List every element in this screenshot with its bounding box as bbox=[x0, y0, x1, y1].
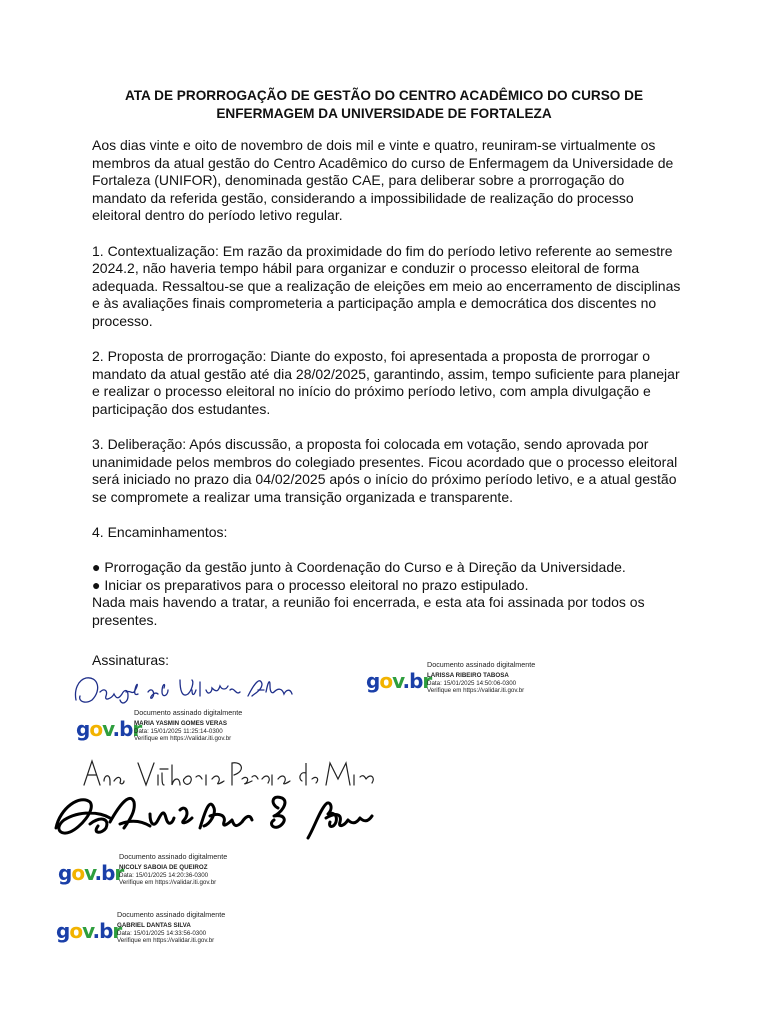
stamp-header: Documento assinado digitalmente bbox=[117, 910, 226, 919]
signatures-label: Assinaturas: bbox=[92, 652, 170, 668]
verify-link[interactable]: Verifique em https://validar.iti.gov.br bbox=[134, 735, 232, 743]
digital-signature-stamp bbox=[56, 908, 256, 956]
sign-date: Data: 15/01/2025 11:25:14-0300 bbox=[134, 727, 223, 735]
bullet-item: ● Iniciar os preparativos para o processo eleitoral no prazo estipulado. bbox=[92, 576, 529, 593]
bullet-item: ● Prorrogação da gestão junto à Coordenação do Curso e à Direção da Universidade. bbox=[92, 559, 626, 576]
closing-paragraph: Nada mais havendo a tratar, a reunião foi encerrada, e esta ata foi assinada por todos os presentes. bbox=[92, 594, 645, 629]
sign-date: Data: 15/01/2025 14:20:36-0300 bbox=[119, 871, 209, 879]
item-deliberation: 3. Deliberação: Após discussão, a proposta foi colocada em votação, sendo aprovada por unanimidade pelos membros do colegiado presentes. Ficou acordado que o processo eleitoral será iniciado no prazo dia 04/02/2025 após o início do próximo período letivo, e a atual gestão se compromete a realizar uma transição organizada e transparente. bbox=[92, 436, 678, 505]
signer-name: GABRIEL DANTAS SILVA bbox=[117, 922, 191, 929]
sign-date: Data: 15/01/2025 14:50:06-0300 bbox=[427, 679, 517, 687]
sign-date: Data: 15/01/2025 14:33:56-0300 bbox=[117, 929, 207, 937]
document-title: ATA DE PRORROGAÇÃO DE GESTÃO DO CENTRO ACADÊMICO DO CURSO DE ENFERMAGEM DA UNIVERSIDADE DE FORTALEZA bbox=[124, 88, 644, 121]
verify-link[interactable]: Verifique em https://validar.iti.gov.br bbox=[119, 879, 217, 887]
stamp-header: Documento assinado digitalmente bbox=[427, 660, 536, 669]
govbr-logo: gov.br bbox=[366, 669, 432, 693]
document-body bbox=[92, 137, 682, 647]
stamp-header: Documento assinado digitalmente bbox=[134, 708, 243, 717]
signer-name: LARISSA RIBEIRO TABOSA bbox=[427, 672, 509, 679]
signer-name: MARIA YASMIN GOMES VERAS bbox=[134, 720, 227, 727]
stamp-header: Documento assinado digitalmente bbox=[119, 852, 228, 861]
handwritten-signature-1 bbox=[68, 670, 298, 710]
verify-link[interactable]: Verifique em https://validar.iti.gov.br bbox=[427, 687, 525, 695]
digital-signature-stamp bbox=[366, 658, 566, 706]
digital-signature-stamp bbox=[76, 706, 276, 754]
item-referrals: 4. Encaminhamentos: bbox=[92, 524, 228, 541]
intro-paragraph: Aos dias vinte e oito de novembro de dois mil e vinte e quatro, reuniram-se virtualmente os membros da atual gestão do Centro Acadêmico do curso de Enfermagem da Universidade de Fortaleza (UNIFOR), denominada gestão CAE, para deliberar sobre a prorrogação do mandato da referida gestão, considerando a impossibilidade de realização do processo eleitoral dentro do período letivo regular. bbox=[92, 137, 674, 224]
govbr-logo: gov.br bbox=[58, 861, 124, 885]
item-proposal: 2. Proposta de prorrogação: Diante do exposto, foi apresentada a proposta de prorrogar o mandato da atual gestão até dia 28/02/2025, garantindo, assim, tempo suficiente para planejar e realizar o processo eleitoral no início do próximo período letivo, com ampla divulgação e participação dos estudantes. bbox=[92, 348, 680, 417]
govbr-logo: gov.br bbox=[56, 919, 122, 943]
item-contextualization: 1. Contextualização: Em razão da proximidade do fim do período letivo referente ao semestre 2024.2, não haveria tempo hábil para organizar e conduzir o processo eleitoral de forma adequada. Ressaltou-se que a realização de eleições em meio ao encerramento de disciplinas e às avaliações finais comprometeria a participação ampla e democrática dos discentes no processo. bbox=[92, 242, 681, 329]
digital-signature-stamp bbox=[58, 850, 258, 898]
verify-link[interactable]: Verifique em https://validar.iti.gov.br bbox=[117, 937, 215, 945]
govbr-logo: gov.br bbox=[76, 717, 142, 741]
handwritten-signature-3 bbox=[50, 788, 380, 848]
signer-name: NICOLY SABOIA DE QUEIROZ bbox=[119, 864, 208, 871]
